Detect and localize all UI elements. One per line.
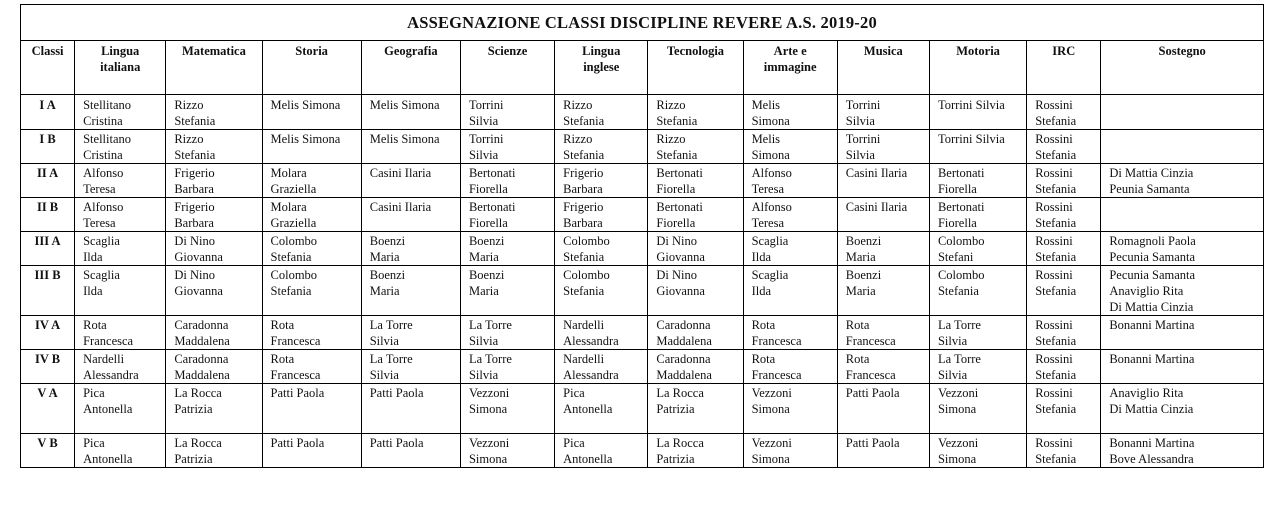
table-cell: Frigerio Barbara [166,198,262,232]
table-cell: Melis Simona [361,95,460,130]
table-cell: Rizzo Stefania [648,130,743,164]
table-row [21,198,1264,232]
table-cell: Melis Simona [743,95,837,130]
table-cell: Bonanni Martina Bove Alessandra [1101,434,1264,468]
table-row [21,350,1264,384]
table-cell: Rossini Stefania [1027,130,1101,164]
table-row [21,384,1264,434]
table-cell: Vezzoni Simona [929,434,1026,468]
table-cell: Rossini Stefania [1027,95,1101,130]
table-cell: Vezzoni Simona [460,434,554,468]
table-row [21,95,1264,130]
table-cell: Rota Francesca [837,350,929,384]
table-cell: Casini Ilaria [361,198,460,232]
class-cell: V A [21,384,75,434]
table-cell: Alfonso Teresa [743,164,837,198]
table-cell: Stellitano Cristina [75,130,166,164]
table-cell: Rizzo Stefania [166,95,262,130]
table-cell: Bertonati Fiorella [929,164,1026,198]
header-geografia: Geografia [361,41,460,95]
table-cell: Melis Simona [743,130,837,164]
table-cell: Scaglia Ilda [75,266,166,316]
table-cell: Caradonna Maddalena [166,350,262,384]
table-cell: Boenzi Maria [361,232,460,266]
table-title: ASSEGNAZIONE CLASSI DISCIPLINE REVERE A.S. 2019-20 [21,5,1264,41]
table-cell: Bertonati Fiorella [929,198,1026,232]
table-cell: La Rocca Patrizia [648,434,743,468]
table-cell: Molara Graziella [262,164,361,198]
table-cell: Patti Paola [262,384,361,434]
table-cell: Boenzi Maria [837,266,929,316]
table-cell: La Torre Silvia [929,316,1026,350]
table-cell: Di Nino Giovanna [166,232,262,266]
table-cell: Casini Ilaria [837,198,929,232]
header-arte-immagine: Arte e immagine [743,41,837,95]
table-cell: Rota Francesca [262,316,361,350]
table-cell: Nardelli Alessandra [75,350,166,384]
table-cell: Rossini Stefania [1027,266,1101,316]
header-row [21,41,1264,95]
table-cell: Torrini Silvia [929,130,1026,164]
table-cell: Caradonna Maddalena [166,316,262,350]
table-cell: Colombo Stefania [262,266,361,316]
table-cell: Bertonati Fiorella [648,164,743,198]
class-cell: III A [21,232,75,266]
table-cell: La Rocca Patrizia [166,434,262,468]
table-cell: Di Nino Giovanna [166,266,262,316]
table-cell: Vezzoni Simona [929,384,1026,434]
table-cell: La Torre Silvia [460,316,554,350]
table-cell: Anaviglio Rita Di Mattia Cinzia [1101,384,1264,434]
table-cell: Rossini Stefania [1027,350,1101,384]
table-cell: Romagnoli Paola Pecunia Samanta [1101,232,1264,266]
table-cell: Vezzoni Simona [743,384,837,434]
header-storia: Storia [262,41,361,95]
table-cell: Rizzo Stefania [555,95,648,130]
header-lingua-inglese: Lingua inglese [555,41,648,95]
table-cell: Vezzoni Simona [460,384,554,434]
table-cell: Bonanni Martina [1101,316,1264,350]
table-cell: Colombo Stefania [262,232,361,266]
table-cell: Torrini Silvia [929,95,1026,130]
header-matematica: Matematica [166,41,262,95]
table-cell: Pecunia Samanta Anaviglio Rita Di Mattia Cinzia [1101,266,1264,316]
table-cell: Molara Graziella [262,198,361,232]
table-cell: Bertonati Fiorella [460,164,554,198]
table-cell: Nardelli Alessandra [555,316,648,350]
table-cell: Scaglia Ilda [75,232,166,266]
table-row [21,434,1264,468]
header-musica: Musica [837,41,929,95]
table-row [21,164,1264,198]
table-cell: Torrini Silvia [460,130,554,164]
table-cell: Bonanni Martina [1101,350,1264,384]
table-cell: Alfonso Teresa [743,198,837,232]
table-cell: La Rocca Patrizia [648,384,743,434]
header-sostegno: Sostegno [1101,41,1264,95]
table-cell: Bertonati Fiorella [648,198,743,232]
table-cell: Patti Paola [262,434,361,468]
table-cell: Melis Simona [262,130,361,164]
table-cell: Patti Paola [837,384,929,434]
table-cell: Patti Paola [837,434,929,468]
table-cell: Nardelli Alessandra [555,350,648,384]
table-cell: Rossini Stefania [1027,164,1101,198]
table-cell: Pica Antonella [555,434,648,468]
table-cell: Boenzi Maria [460,266,554,316]
table-cell: Scaglia Ilda [743,266,837,316]
header-tecnologia: Tecnologia [648,41,743,95]
table-cell: Torrini Silvia [837,130,929,164]
table-cell: Stellitano Cristina [75,95,166,130]
header-classi: Classi [21,41,75,95]
table-cell: Pica Antonella [555,384,648,434]
table-cell: Torrini Silvia [837,95,929,130]
table-cell: Melis Simona [361,130,460,164]
table-cell: Di Mattia Cinzia Peunia Samanta [1101,164,1264,198]
class-cell: II B [21,198,75,232]
table-cell: Rizzo Stefania [555,130,648,164]
table-cell: La Rocca Patrizia [166,384,262,434]
table-cell: Boenzi Maria [460,232,554,266]
table-cell: Rizzo Stefania [166,130,262,164]
table-cell: Torrini Silvia [460,95,554,130]
table-cell: Casini Ilaria [361,164,460,198]
table-cell: La Torre Silvia [929,350,1026,384]
table-cell: Alfonso Teresa [75,164,166,198]
header-scienze: Scienze [460,41,554,95]
table-cell: Rossini Stefania [1027,198,1101,232]
table-cell: Colombo Stefani [929,232,1026,266]
class-cell: II A [21,164,75,198]
table-cell: Rota Francesca [743,316,837,350]
table-cell: Vezzoni Simona [743,434,837,468]
table-cell: Colombo Stefania [555,266,648,316]
table-cell: Rota Francesca [75,316,166,350]
table-cell: Frigerio Barbara [555,164,648,198]
table-cell: Frigerio Barbara [555,198,648,232]
table-cell: Casini Ilaria [837,164,929,198]
table-cell: Caradonna Maddalena [648,316,743,350]
table-cell: La Torre Silvia [460,350,554,384]
table-cell: Rossini Stefania [1027,316,1101,350]
table-cell: Di Nino Giovanna [648,266,743,316]
class-cell: V B [21,434,75,468]
assignment-document [20,4,1264,468]
table-cell: Rota Francesca [743,350,837,384]
table-cell: Scaglia Ilda [743,232,837,266]
table-cell: Frigerio Barbara [166,164,262,198]
table-cell: Melis Simona [262,95,361,130]
table-cell: Rota Francesca [837,316,929,350]
table-cell: Colombo Stefania [555,232,648,266]
table-cell: Boenzi Maria [837,232,929,266]
table-cell: La Torre Silvia [361,350,460,384]
table-cell: Rizzo Stefania [648,95,743,130]
table-cell: Colombo Stefania [929,266,1026,316]
table-row [21,316,1264,350]
class-cell: I B [21,130,75,164]
table-cell: Caradonna Maddalena [648,350,743,384]
table-cell: Rota Francesca [262,350,361,384]
class-cell: IV B [21,350,75,384]
header-motoria: Motoria [929,41,1026,95]
table-cell: La Torre Silvia [361,316,460,350]
class-cell: III B [21,266,75,316]
table-cell: Patti Paola [361,384,460,434]
table-cell [1101,198,1264,232]
table-row [21,266,1264,316]
table-cell: Bertonati Fiorella [460,198,554,232]
table-row [21,232,1264,266]
header-irc: IRC [1027,41,1101,95]
table-cell [1101,130,1264,164]
table-cell: Pica Antonella [75,384,166,434]
table-cell: Rossini Stefania [1027,232,1101,266]
table-body [21,95,1264,468]
table-cell: Di Nino Giovanna [648,232,743,266]
table-cell: Patti Paola [361,434,460,468]
table-cell: Pica Antonella [75,434,166,468]
table-cell: Rossini Stefania [1027,434,1101,468]
table-cell: Rossini Stefania [1027,384,1101,434]
header-lingua-italiana: Lingua italiana [75,41,166,95]
table-cell: Boenzi Maria [361,266,460,316]
assignment-table [20,4,1264,468]
class-cell: IV A [21,316,75,350]
table-row [21,130,1264,164]
table-cell: Alfonso Teresa [75,198,166,232]
class-cell: I A [21,95,75,130]
table-cell [1101,95,1264,130]
